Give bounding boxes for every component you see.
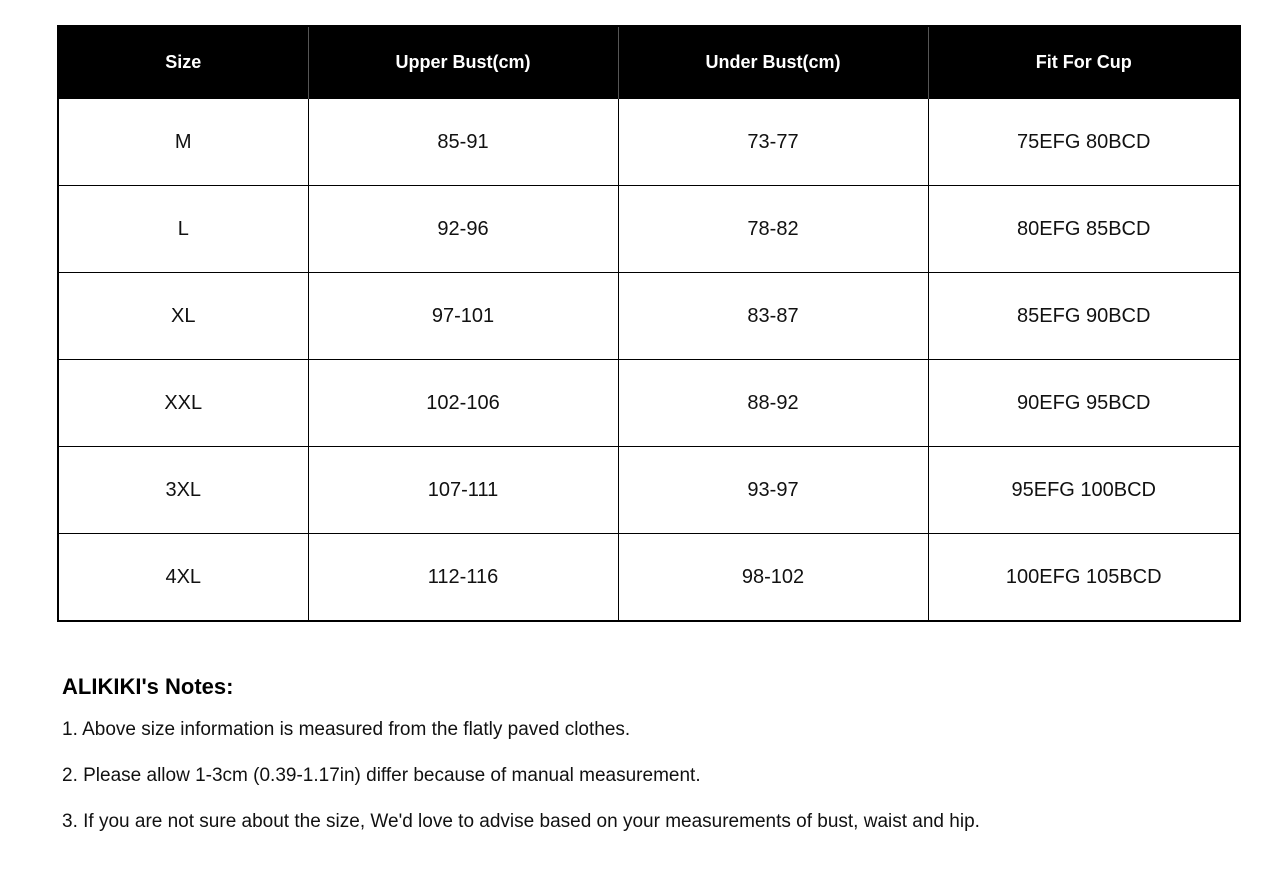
cell-fit-for-cup: 80EFG 85BCD bbox=[928, 186, 1240, 273]
cell-size: XL bbox=[58, 273, 308, 360]
note-item-3: 3. If you are not sure about the size, We'd love to advise based on your measurements of bust, waist and hip. bbox=[62, 811, 980, 832]
note-item-1: 1. Above size information is measured from the flatly paved clothes. bbox=[62, 719, 631, 740]
cell-fit-for-cup: 100EFG 105BCD bbox=[928, 534, 1240, 622]
table-row bbox=[58, 447, 1240, 534]
cell-fit-for-cup: 85EFG 90BCD bbox=[928, 273, 1240, 360]
table-row bbox=[58, 273, 1240, 360]
notes-section bbox=[62, 674, 1242, 834]
table-row bbox=[58, 99, 1240, 186]
cell-upper-bust: 112-116 bbox=[308, 534, 618, 622]
table-row bbox=[58, 186, 1240, 273]
cell-size: 4XL bbox=[58, 534, 308, 622]
cell-under-bust: 98-102 bbox=[618, 534, 928, 622]
cell-upper-bust: 97-101 bbox=[308, 273, 618, 360]
table-row bbox=[58, 534, 1240, 622]
cell-under-bust: 93-97 bbox=[618, 447, 928, 534]
cell-upper-bust: 102-106 bbox=[308, 360, 618, 447]
cell-under-bust: 78-82 bbox=[618, 186, 928, 273]
cell-size: L bbox=[58, 186, 308, 273]
cell-under-bust: 73-77 bbox=[618, 99, 928, 186]
cell-fit-for-cup: 75EFG 80BCD bbox=[928, 99, 1240, 186]
header-under-bust: Under Bust(cm) bbox=[618, 26, 928, 99]
size-chart-table bbox=[57, 25, 1241, 622]
header-upper-bust: Upper Bust(cm) bbox=[308, 26, 618, 99]
header-fit-for-cup: Fit For Cup bbox=[928, 26, 1240, 99]
header-size: Size bbox=[58, 26, 308, 99]
table-header-row bbox=[58, 26, 1240, 99]
cell-size: M bbox=[58, 99, 308, 186]
note-item-2: 2. Please allow 1-3cm (0.39-1.17in) differ because of manual measurement. bbox=[62, 765, 701, 786]
cell-fit-for-cup: 90EFG 95BCD bbox=[928, 360, 1240, 447]
cell-size: XXL bbox=[58, 360, 308, 447]
notes-title: ALIKIKI's Notes: bbox=[62, 674, 234, 699]
cell-size: 3XL bbox=[58, 447, 308, 534]
cell-upper-bust: 92-96 bbox=[308, 186, 618, 273]
cell-upper-bust: 85-91 bbox=[308, 99, 618, 186]
cell-fit-for-cup: 95EFG 100BCD bbox=[928, 447, 1240, 534]
cell-under-bust: 88-92 bbox=[618, 360, 928, 447]
cell-under-bust: 83-87 bbox=[618, 273, 928, 360]
table-row bbox=[58, 360, 1240, 447]
cell-upper-bust: 107-111 bbox=[308, 447, 618, 534]
